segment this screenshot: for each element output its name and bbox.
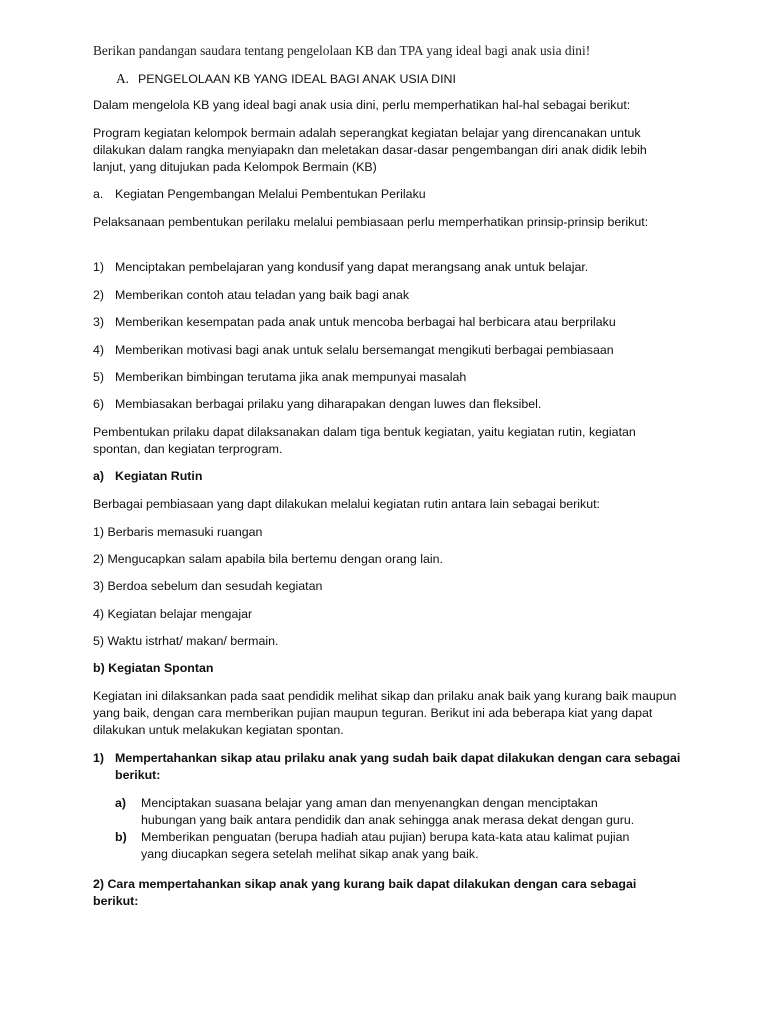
question-text: Berikan pandangan saudara tentang pengelolaan KB dan TPA yang ideal bagi anak usia dini! (93, 43, 591, 58)
principle-item (93, 369, 683, 386)
subitem-text: Menciptakan suasana belajar yang aman dan menyenangkan dengan menciptakan hubungan yang baik antara pendidik dan anak sehingga anak merasa dekat dengan guru. (141, 796, 635, 827)
subsection-a-heading (93, 186, 683, 203)
principle-item (93, 396, 683, 413)
rutin-item: 1) Berbaris memasuki ruangan (93, 525, 263, 539)
subitem-marker: b) (115, 830, 127, 844)
principle-text: Memberikan bimbingan terutama jika anak mempunyai masalah (115, 370, 467, 384)
principle-item (93, 287, 683, 304)
spontan-heading: b) Kegiatan Spontan (93, 661, 214, 675)
principle-item (93, 259, 683, 276)
spontan-subitem (115, 829, 655, 863)
rutin-item: 5) Waktu istrhat/ makan/ bermain. (93, 634, 279, 648)
principle-text: Menciptakan pembelajaran yang kondusif yang dapat merangsang anak untuk belajar. (115, 260, 589, 274)
subitem-text: Memberikan penguatan (berupa hadiah atau pujian) berupa kata-kata atau kalimat pujian yang diucapkan segera setelah melihat sikap anak yang baik. (141, 830, 630, 861)
principles-intro: Pelaksanaan pembentukan perilaku melalui pembiasaan perlu memperhatikan prinsip-prinsip berikut: (93, 215, 649, 229)
spontan-subitem (115, 795, 655, 829)
rutin-item: 2) Mengucapkan salam apabila bila bertemu dengan orang lain. (93, 552, 443, 566)
rutin-intro: Berbagai pembiasaan yang dapt dilakukan melalui kegiatan rutin antara lain sebagai berikut: (93, 497, 600, 511)
principle-text: Membiasakan berbagai prilaku yang diharapakan dengan luwes dan fleksibel. (115, 397, 542, 411)
forms-paragraph: Pembentukan prilaku dapat dilaksanakan dalam tiga bentuk kegiatan, yaitu kegiatan rutin, kegiatan spontan, dan kegiatan terprogram. (93, 425, 636, 456)
principle-text: Memberikan kesempatan pada anak untuk mencoba berbagai hal berbicara atau berprilaku (115, 315, 616, 329)
intro-paragraph: Dalam mengelola KB yang ideal bagi anak usia dini, perlu memperhatikan hal-hal sebagai berikut: (93, 98, 631, 112)
principle-number: 3) (93, 315, 105, 329)
spontan-intro: Kegiatan ini dilaksankan pada saat pendidik melihat sikap dan prilaku anak baik yang kurang baik maupun yang baik, dengan cara memberikan pujian maupun teguran. Berikut ini ada beberapa kiat yang dapat dilakukan untuk melakukan kegiatan spontan. (93, 689, 677, 737)
principle-number: 4) (93, 343, 105, 357)
section-a-title: PENGELOLAAN KB YANG IDEAL BAGI ANAK USIA DINI (138, 72, 456, 86)
rutin-marker: a) (93, 469, 105, 483)
subitem-marker: a) (115, 796, 127, 810)
principle-item (93, 342, 683, 359)
section-a-letter: A. (116, 71, 130, 86)
principle-number: 6) (93, 397, 105, 411)
principle-text: Memberikan contoh atau teladan yang baik bagi anak (115, 288, 410, 302)
principle-number: 2) (93, 288, 105, 302)
point-1-text: Mempertahankan sikap atau prilaku anak yang sudah baik dapat dilakukan dengan cara sebagai berikut: (115, 751, 681, 782)
rutin-item: 3) Berdoa sebelum dan sesudah kegiatan (93, 579, 323, 593)
rutin-title: Kegiatan Rutin (115, 469, 203, 483)
spontan-point-2: 2) Cara mempertahankan sikap anak yang kurang baik dapat dilakukan dengan cara sebagai berikut: (93, 877, 637, 908)
rutin-heading (93, 468, 683, 485)
principle-text: Memberikan motivasi bagi anak untuk selalu bersemangat mengikuti berbagai pembiasaan (115, 343, 614, 357)
program-paragraph: Program kegiatan kelompok bermain adalah seperangkat kegiatan belajar yang direncanakan untuk dilakukan dalam rangka menyiapakn dan meletakan dasar-dasar pengembangan diri anak didik lebih lanjut, yang ditujukan pada Kelompok Bermain (KB) (93, 126, 647, 174)
subsection-a-marker: a. (93, 187, 104, 201)
spontan-point-1 (93, 750, 683, 784)
principle-number: 1) (93, 260, 105, 274)
principle-number: 5) (93, 370, 105, 384)
section-a-heading (116, 70, 456, 88)
principle-item (93, 314, 683, 331)
rutin-item: 4) Kegiatan belajar mengajar (93, 607, 253, 621)
subsection-a-title: Kegiatan Pengembangan Melalui Pembentukan Perilaku (115, 187, 426, 201)
point-1-number: 1) (93, 751, 105, 765)
